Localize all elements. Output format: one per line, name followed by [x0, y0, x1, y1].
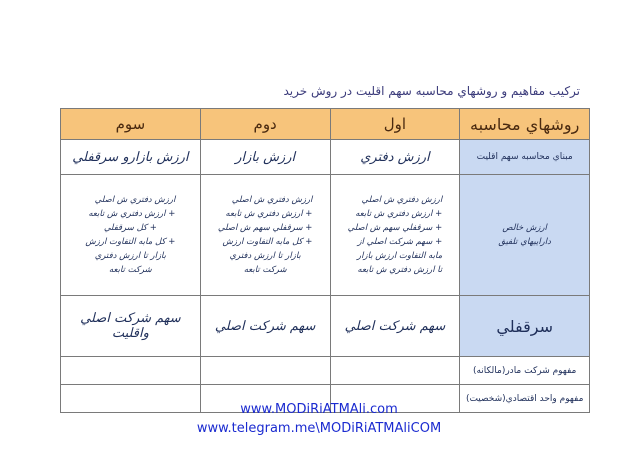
goodwill-third-line1: سهم شركت اصلي	[80, 311, 181, 326]
goodwill-row	[61, 296, 590, 357]
list-item: + كل مابه التفاوت ارزش	[85, 237, 176, 247]
list-item: ارزش دفتري ش اصلي	[94, 195, 176, 205]
parent-concept-row	[61, 357, 590, 385]
telegram-link[interactable]: www.telegram.me\MODiRiATMAliCOM	[196, 421, 442, 436]
goodwill-second: سهم شركت اصلي	[200, 296, 330, 357]
basis-second: ارزش بازار	[200, 140, 330, 175]
net-assets-first	[330, 175, 460, 296]
header-row	[61, 109, 590, 140]
goodwill-third-line2: واقليت	[111, 326, 149, 341]
page-title: تركيب مفاهيم و روشهاي محاسبه سهم اقليت در روش خريد	[283, 84, 580, 98]
list-item: تا ارزش دفتري ش تابعه	[357, 265, 443, 275]
parent-concept-label: مفهوم شركت مادر(مالكانه)	[460, 357, 590, 385]
list-item: + كل مابه التفاوت ارزش	[222, 237, 313, 247]
net-assets-label-line1: ارزش خالص	[502, 223, 547, 233]
list-item: + ارزش دفتري ش تابعه	[225, 209, 313, 219]
list-item: + سهم شركت اصلي از	[357, 237, 443, 247]
goodwill-third	[61, 296, 201, 357]
list-item: ارزش دفتري ش اصلي	[231, 195, 313, 205]
header-second: دوم	[200, 109, 330, 140]
header-first: اول	[330, 109, 460, 140]
net-assets-label	[460, 175, 590, 296]
list-item: + كل سرقفلي	[103, 223, 157, 233]
list-item: شركت تابعه	[243, 265, 287, 275]
list-item: بازار تا ارزش دفتري	[229, 251, 301, 261]
net-assets-label-line2: داراييهاي تلفيق	[498, 237, 551, 247]
net-assets-row	[61, 175, 590, 296]
list-item: ارزش دفتري ش اصلي	[361, 195, 443, 205]
basis-first: ارزش دفتري	[330, 140, 460, 175]
goodwill-label: سرقفلي	[460, 296, 590, 357]
list-item: + سرقفلي سهم ش اصلي	[347, 223, 443, 233]
list-item: + سرقفلي سهم ش اصلي	[217, 223, 313, 233]
list-item: مابه التفاوت ارزش بازار	[357, 251, 443, 261]
goodwill-first: سهم شركت اصلي	[330, 296, 460, 357]
basis-row	[61, 140, 590, 175]
basis-third: ارزش بازارو سرقفلي	[61, 140, 201, 175]
entity-concept-label: مفهوم واحد اقتصادي(شخصيت)	[460, 385, 590, 413]
list-item: شركت تابعه	[108, 265, 152, 275]
basis-label: مبناي محاسبه سهم اقليت	[460, 140, 590, 175]
empty-cell	[200, 357, 330, 385]
empty-cell	[330, 357, 460, 385]
net-assets-second	[200, 175, 330, 296]
list-item: + ارزش دفتري ش تابعه	[355, 209, 443, 219]
header-methods: روشهاي محاسبه	[460, 109, 590, 140]
list-item: بازار تا ارزش دفتري	[94, 251, 167, 261]
website-link[interactable]: www.MODiRiATMAli.com	[240, 402, 398, 417]
list-item: + ارزش دفتري ش تابعه	[88, 209, 176, 219]
empty-cell	[61, 357, 201, 385]
methods-table	[60, 108, 590, 413]
net-assets-third	[61, 175, 201, 296]
header-third: سوم	[61, 109, 201, 140]
